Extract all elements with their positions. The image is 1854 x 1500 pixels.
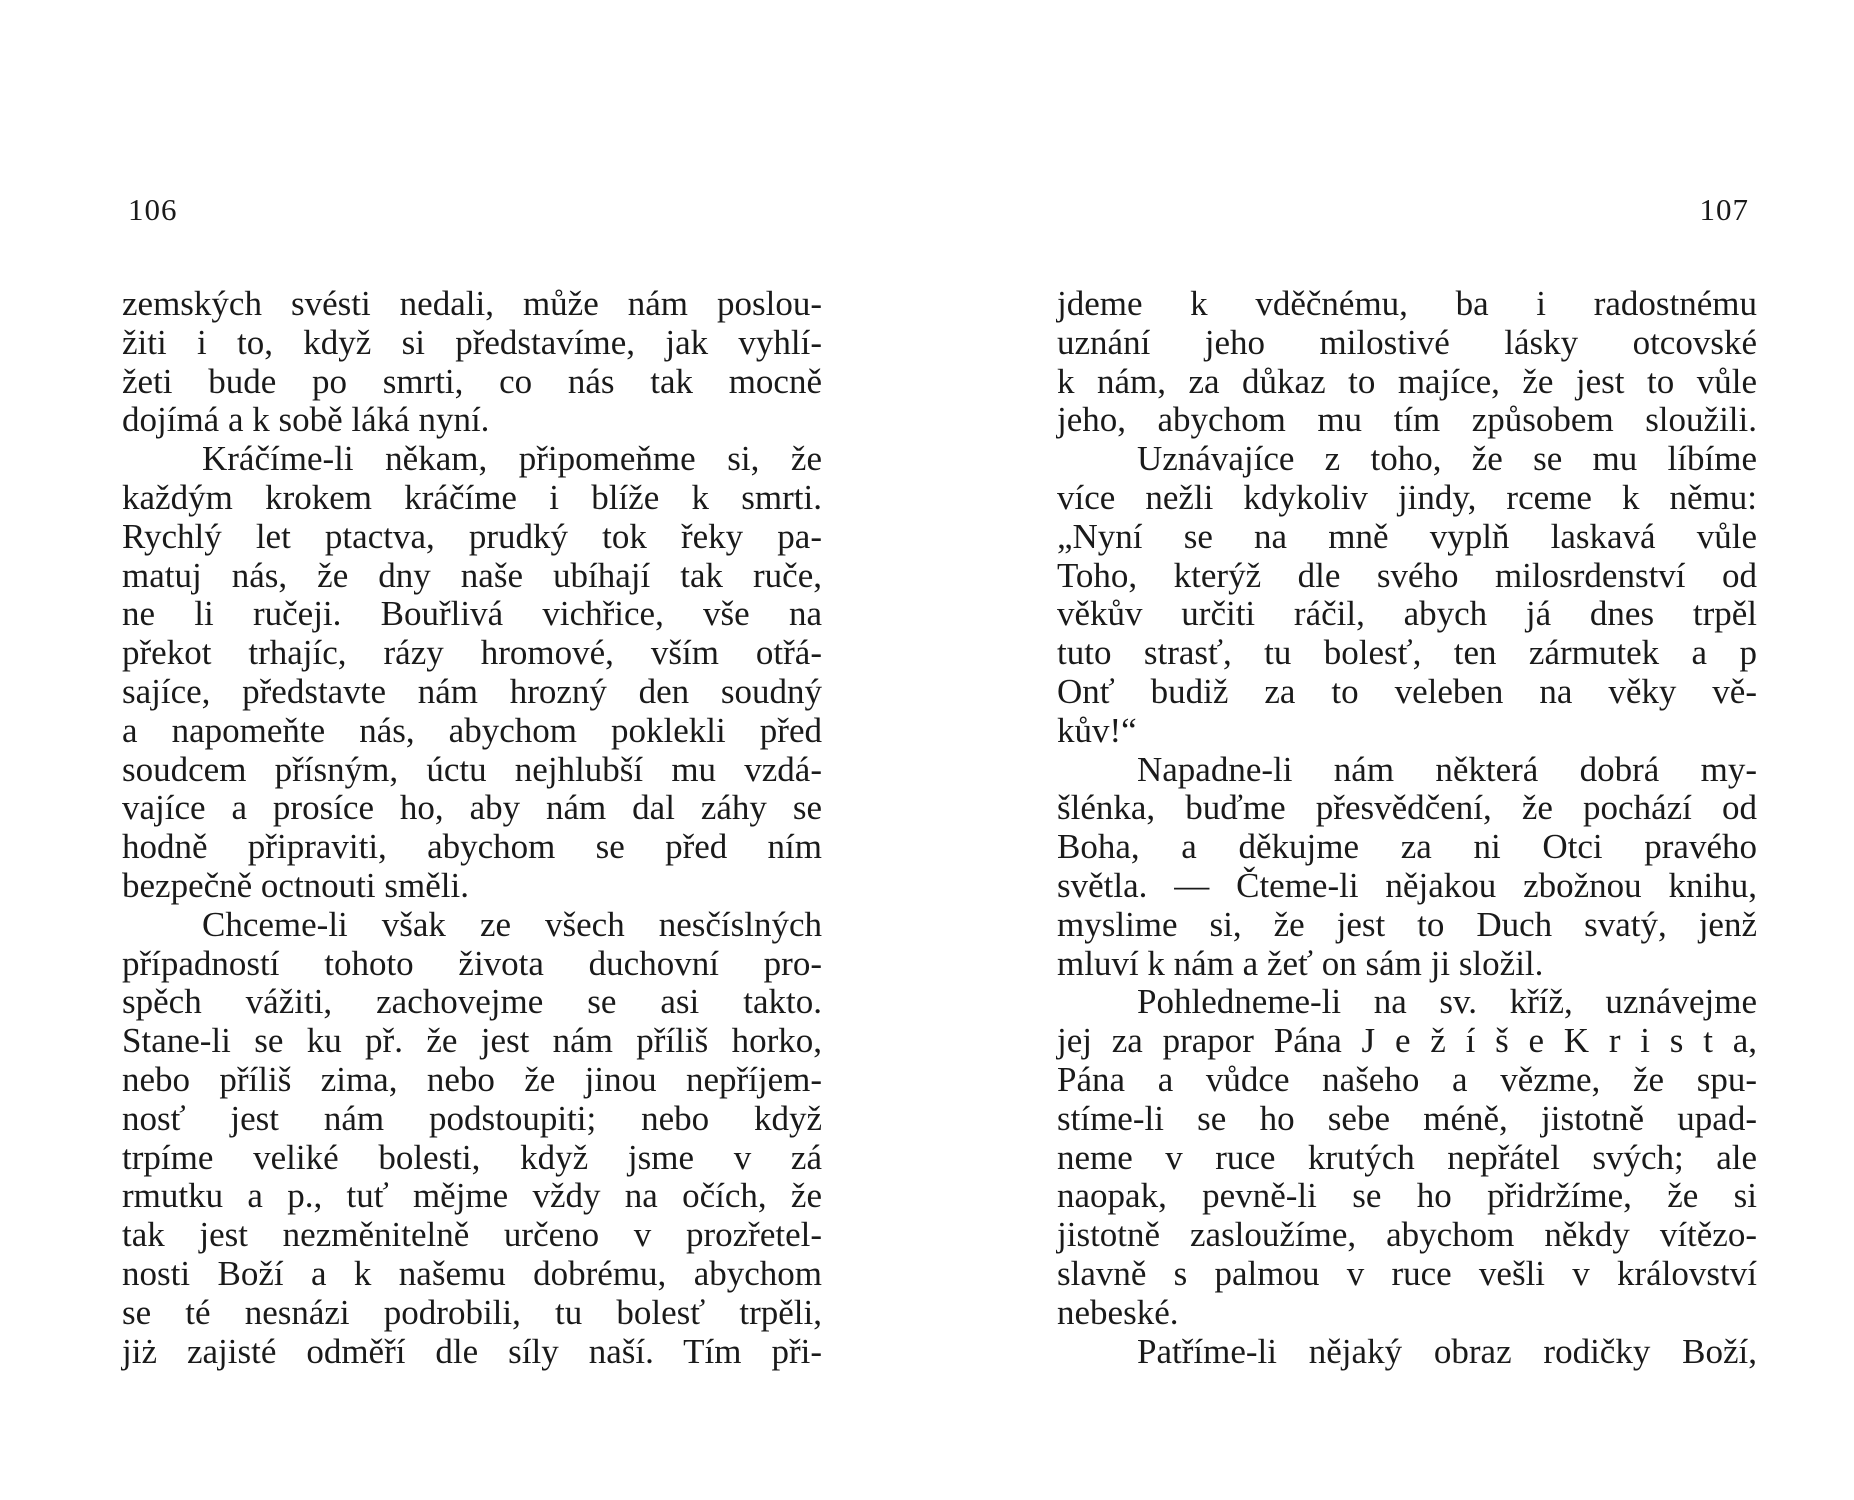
text-line: Patříme-li nějaký obraz rodičky Boží,	[1137, 1331, 1757, 1371]
text-line: myslime si, že jest to Duch svatý, jenž	[1057, 904, 1757, 944]
text-line: Pána a vůdce našeho a vězme, že spu-	[1057, 1059, 1757, 1099]
text-line: kův!“	[1057, 710, 1137, 750]
text-line: Chceme-li však ze všech nesčíslných	[202, 904, 822, 944]
text-line: slavně s palmou v ruce vešli v království	[1057, 1253, 1757, 1293]
text-line: Pohledneme-li na sv. kříž, uznávejme	[1137, 982, 1757, 1022]
text-line: Uznávajíce z toho, že se mu líbíme	[1137, 439, 1757, 479]
text-line: světla. — Čteme-li nějakou zbožnou knihu,	[1057, 865, 1757, 905]
text-line: případností tohoto života duchovní pro-	[122, 943, 822, 983]
text-line: soudcem přísným, úctu nejhlubší mu vzdá-	[122, 749, 822, 789]
text-line: jej za prapor Pána J e ž í š e K r i s t a,	[1057, 1021, 1757, 1061]
text-line: sajíce, představte nám hrozný den soudný	[122, 671, 822, 711]
text-line: vajíce a prosíce ho, aby nám dal záhy se	[122, 788, 822, 828]
page-text	[1057, 285, 1757, 1371]
text-line: matuj nás, že dny naše ubíhají tak ruče,	[122, 555, 822, 595]
text-line: stíme-li se ho sebe méně, jistotně upad-	[1057, 1098, 1757, 1138]
text-line: Boha, a děkujme za ni Otci pravého	[1057, 827, 1757, 867]
text-line: jiż zajisté odměří dle síly naší. Tím při-	[122, 1331, 822, 1371]
text-line: žeti bude po smrti, co nás tak mocně	[122, 361, 822, 401]
text-line: nosti Boží a k našemu dobrému, abychom	[122, 1253, 822, 1293]
text-line: a napomeňte nás, abychom poklekli před	[122, 710, 822, 750]
text-line: „Nyní se na mně vyplň laskavá vůle	[1057, 516, 1757, 556]
text-line: tuto strasť, tu bolesť, ten zármutek a p	[1057, 633, 1757, 673]
text-line: tak jest nezměnitelně určeno v prozřetel-	[122, 1215, 822, 1255]
text-line: rmutku a p., tuť mějme vždy na očích, že	[122, 1176, 822, 1216]
text-line: překot trhajíc, rázy hromové, vším otřá-	[122, 633, 822, 673]
text-line: ne li ručeji. Bouřlivá vichřice, vše na	[122, 594, 822, 634]
text-line: jistotně zasloužíme, abychom někdy vítězo-	[1057, 1215, 1757, 1255]
page-number: 106	[128, 192, 178, 227]
text-line: spěch vážiti, zachovejme se asi takto.	[122, 982, 822, 1022]
text-line: více nežli kdykoliv jindy, rceme k němu:	[1057, 477, 1757, 517]
text-line: Toho, kterýž dle svého milosrdenství od	[1057, 555, 1757, 595]
text-line: se té nesnázi podrobili, tu bolesť trpěli,	[122, 1292, 822, 1332]
text-line: Rychlý let ptactva, prudký tok řeky pa-	[122, 516, 822, 556]
text-line: nebeské.	[1057, 1292, 1179, 1332]
text-line: mluví k nám a žeť on sám ji složil.	[1057, 943, 1544, 983]
text-line: dojímá a k sobě láká nyní.	[122, 400, 490, 440]
text-line: každým krokem kráčíme i blíže k smrti.	[122, 477, 822, 517]
text-line: Stane-li se ku př. že jest nám příliš horko,	[122, 1021, 822, 1061]
text-line: trpíme veliké bolesti, když jsme v zá	[122, 1137, 822, 1177]
text-line: žiti i to, když si představíme, jak vyhlí-	[122, 322, 822, 362]
right-page	[927, 0, 1854, 1500]
text-line: Onť budiž za to veleben na věky vě-	[1057, 671, 1757, 711]
page-text	[122, 285, 822, 1371]
text-line: neme v ruce krutých nepřátel svých; ale	[1057, 1137, 1757, 1177]
page-number: 107	[1699, 192, 1749, 227]
text-line: Napadne-li nám některá dobrá my-	[1137, 749, 1757, 789]
text-line: šlénka, buďme přesvědčení, že pochází od	[1057, 788, 1757, 828]
text-line: uznání jeho milostivé lásky otcovské	[1057, 322, 1757, 362]
text-line: jeho, abychom mu tím způsobem sloužili.	[1057, 400, 1757, 440]
text-line: nosť jest nám podstoupiti; nebo když	[122, 1098, 822, 1138]
text-line: Kráčíme-li někam, připomeňme si, že	[202, 439, 822, 479]
text-line: věkův určiti ráčil, abych já dnes trpěl	[1057, 594, 1757, 634]
text-line: hodně připraviti, abychom se před ním	[122, 827, 822, 867]
text-line: naopak, pevně-li se ho přidržíme, že si	[1057, 1176, 1757, 1216]
text-line: zemských svésti nedali, může nám poslou-	[122, 284, 822, 323]
text-line: bezpečně octnouti směli.	[122, 865, 469, 905]
text-line: jdeme k vděčnému, ba i radostnému	[1057, 284, 1757, 323]
text-line: nebo příliš zima, nebo že jinou nepříjem-	[122, 1059, 822, 1099]
text-line: k nám, za důkaz to majíce, že jest to vůle	[1057, 361, 1757, 401]
